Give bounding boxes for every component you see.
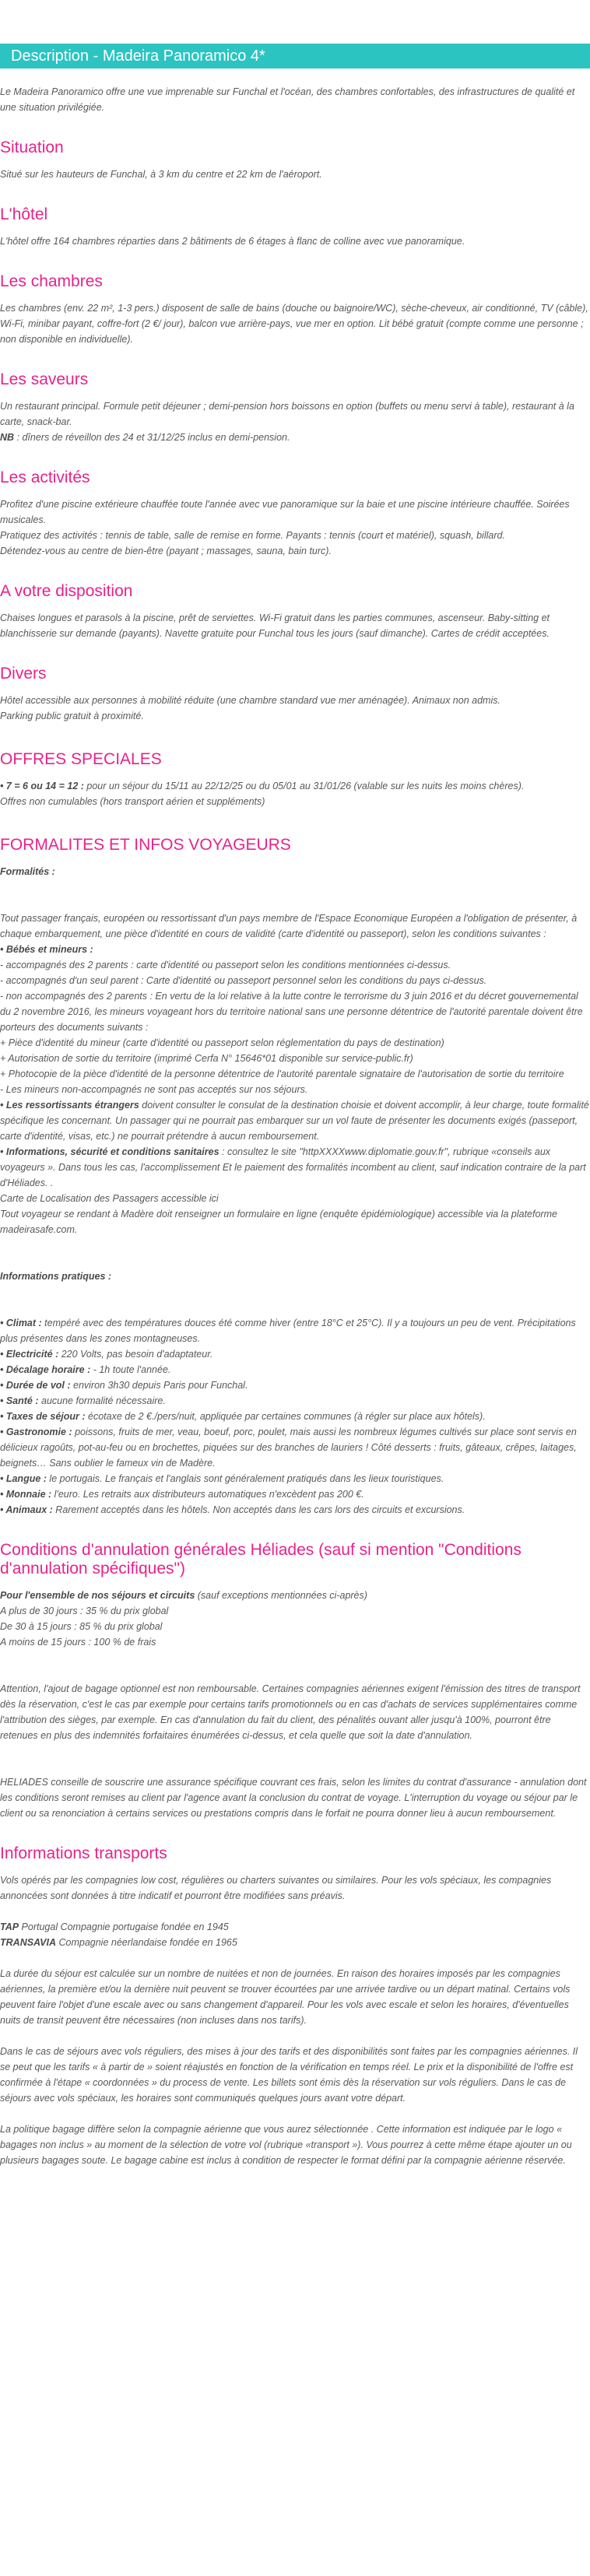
enquete-text: Tout voyageur se rendant à Madère doit renseigner un formulaire en ligne (enquête épidémiologique) accessible via la plateforme madeirasafe.com. <box>0 1209 557 1235</box>
transports-paragraph: La politique bagage diffère selon la compagnie aérienne que vous aurez sélectionnée . Cette information est indiquée par le logo « bagages non inclus » au moment de la sélection de votre vol (rubrique «transport »). Vous pourrez à cette même étape ajouter un ou plusieurs bagages soute. Le bagage cabine est inclus à condition de respecter le format défini par la compagnie aérienne réservée. <box>0 2124 572 2166</box>
etrangers-body: doivent consulter le consulat de la destination choisie et doivent accomplir, à leur charge, toute formalité spécifique les concernant. Un passager qui ne pourrait pas embarquer sur un vol faute de présenter les documents exigés (passeport, carte d'identité, visas, etc.) ne pourrait prétendre à aucun remboursement. <box>0 1100 589 1142</box>
pratique-text: tempéré avec des températures douces été comme hiver (entre 18°C et 25°C). Il y a toujours un peu de vent. Précipitations plus présentes dans les zones montagneuses. <box>0 1318 576 1344</box>
activites-line: Profitez d'une piscine extérieure chauffée toute l'année avec vue panoramique sur la baie et une piscine intérieure chauffée. Soirées musicales. <box>0 499 570 525</box>
annulation-paragraph: Attention, l'ajout de bagage optionnel est non remboursable. Certaines compagnies aériennes exigent l'émission des titres de transport dès la réservation, c'est le cas par exemple pour certains tarifs promotionnels ou en cas d'achats de services supplémentaires comme l'attribution des sièges, par exemple. En cas d'annulation du fait du client, des pénalités ouvant aller jusqu'à 100%, pourront être retenues en plus des indemnités forfaitaires énumérées ci-dessus, et cela quelle que soit la date d'annulation. <box>0 1683 581 1741</box>
etrangers-text <box>0 1097 590 1144</box>
pratiques-subheading: Informations pratiques : <box>0 1271 112 1282</box>
annulation-lead-text: (sauf exceptions mentionnées ci-après) <box>195 1590 367 1601</box>
divers-line: Hôtel accessible aux personnes à mobilité réduite (une chambre standard vue mer aménagée). Animaux non admis. <box>0 695 500 706</box>
pratique-text: l'euro. Les retraits aux distributeurs automatiques n'excèdent pas 200 €. <box>51 1489 364 1500</box>
pratique-label: • Décalage horaire : <box>0 1364 91 1375</box>
pratique-label: • Durée de vol : <box>0 1380 71 1391</box>
section-heading-formalites: FORMALITES ET INFOS VOYAGEURS <box>0 836 291 854</box>
section-heading-saveurs: Les saveurs <box>0 370 89 388</box>
section-heading-divers: Divers <box>0 665 47 683</box>
annulation-lead-label: Pour l'ensemble de nos séjours et circuits <box>0 1590 195 1601</box>
company-text: Portugal Compagnie portugaise fondée en 1945 <box>19 1921 229 1932</box>
pratique-text: environ 3h30 depuis Paris pour Funchal. <box>70 1380 248 1391</box>
saveurs-line: Un restaurant principal. Formule petit déjeuner ; demi-pension hors boissons en option (buffets ou menu servi à table), restaurant à la carte, snack-bar. <box>0 401 574 427</box>
offres-bullet-label: • 7 = 6 ou 14 = 12 : <box>0 781 84 791</box>
hotel-text: L'hôtel offre 164 chambres réparties dans 2 bâtiments de 6 étages à flanc de colline avec vue panoramique. <box>0 236 465 247</box>
formalites-block <box>0 864 590 1518</box>
etrangers-label: • Les ressortissants étrangers <box>0 1100 139 1111</box>
section-heading-situation: Situation <box>0 139 64 156</box>
section-heading-chambres: Les chambres <box>0 272 103 290</box>
info-text <box>0 1144 590 1191</box>
annulation-tier: A plus de 30 jours : 35 % du prix global <box>0 1606 169 1616</box>
pratique-label: • Climat : <box>0 1318 42 1328</box>
bebes-label: • Bébés et mineurs : <box>0 944 93 955</box>
pratique-text: écotaxe de 2 €./pers/nuit, appliquée par certaines communes (à régler sur place aux hôtels). <box>85 1411 486 1422</box>
pratique-item <box>0 1424 590 1471</box>
activites-line: Pratiquez des activités : tennis de table, salle de remise en forme. Payants : tennis (court et matériel), squash, billard. <box>0 530 505 541</box>
pratique-item <box>0 1315 590 1346</box>
disposition-text: Chaises longues et parasols à la piscine, prêt de serviettes. Wi-Fi gratuit dans les parties communes, ascenseur. Baby-sitting et blanchisserie sur demande (payants). Navette gratuite pour Funchal tous les jours (sauf dimanche). Cartes de crédit acceptées. <box>0 612 550 639</box>
carte-localisation-link[interactable]: Carte de Localisation des Passagers accessible ici <box>0 1193 219 1204</box>
bebes-line: + Autorisation de sortie du territoire (imprimé Cerfa N° 15646*01 disponible sur service-public.fr) <box>0 1053 413 1064</box>
pratique-item <box>0 1377 590 1393</box>
company-label: TRANSAVIA <box>0 1937 56 1948</box>
pratique-label: • Santé : <box>0 1395 39 1406</box>
saveurs-text <box>0 398 590 445</box>
formalites-intro: Tout passager français, européen ou ressortissant d'un pays membre de l'Espace Economique Européen a l'obligation de présenter, à chaque embarquement, une pièce d'identité en cours de validité (carte d'identité ou passeport), selon les conditions suivantes : <box>0 913 578 939</box>
bebes-line: - accompagnés d'un seul parent : Carte d'identité ou passeport personnel selon les conditions du pays ci-dessus. <box>0 975 487 986</box>
annulation-block <box>0 1588 590 1821</box>
pratique-item <box>0 1502 590 1518</box>
transports-paragraph: Dans le cas de séjours avec vols réguliers, des mises à jour des tarifs et des disponibilités sont faites par les compagnies aériennes. Il se peut que les tarifs « à partir de » soient réajustés en fonction de la vérification en temps réel. Le prix et la disponibilité de l'offre est confirmée à l'étape « coordonnées » du process de vente. Les billets sont émis dès la réservation sur vols réguliers. Dans le cas de séjours avec vols spéciaux, les horaires sont communiqués quelques jours avant votre départ. <box>0 2046 578 2104</box>
pratique-text: - 1h toute l'année. <box>90 1364 171 1375</box>
offres-text <box>0 778 590 809</box>
company-item <box>0 1919 590 1935</box>
pratique-item <box>0 1486 590 1502</box>
transports-block <box>0 1872 590 2168</box>
pratique-item <box>0 1346 590 1362</box>
annulation-tier: De 30 à 15 jours : 85 % du prix global <box>0 1621 163 1632</box>
situation-text: Situé sur les hauteurs de Funchal, à 3 km du centre et 22 km de l'aéroport. <box>0 169 322 180</box>
activites-text <box>0 497 590 559</box>
saveurs-nb-text: : dîners de réveillon des 24 et 31/12/25 inclus en demi-pension. <box>14 432 290 443</box>
bebes-line: - Les mineurs non-accompagnés ne sont pas acceptés sur nos séjours. <box>0 1084 308 1095</box>
company-item <box>0 1935 590 1950</box>
section-heading-offres: OFFRES SPECIALES <box>0 750 162 768</box>
company-label: TAP <box>0 1921 19 1932</box>
pratique-label: • Taxes de séjour : <box>0 1411 86 1422</box>
pratique-text: poissons, fruits de mer, veau, boeuf, porc, poulet, mais aussi les nombreux légumes cultivés sur place sont servis en délicieux ragoûts, pot-au-feu ou en brochettes, piquées sur des branches de lauriers ! Côté desserts : fruits, gâteaux, crêpes, laitages, beignets… Sans oublier le fameux vin de Madère. <box>0 1427 577 1469</box>
transports-paragraph: La durée du séjour est calculée sur un nombre de nuitées et non de journées. En raison des horaires imposés par les compagnies aériennes, la première et/ou la dernière nuit peuvent se trouver écourtées par une arrivée tardive ou un départ matinal. Certains vols peuvent faire l'objet d'une escale avec ou sans changement d'appareil. Pour les vols avec escale et selon les horaires, d'éventuelles nuits de transit peuvent être nécessaires (non incluses dans nos tarifs). <box>0 1968 571 2026</box>
saveurs-nb <box>0 430 590 445</box>
bebes-line: - non accompagnés des 2 parents : En vertu de la loi relative à la lutte contre le terrorisme du 3 juin 2016 et du décret gouvernemental du 2 novembre 2016, les mineurs voyageant hors du territoire national sans une personne détentrice de l'autorité parentale doivent être porteurs des documents suivants : <box>0 991 583 1033</box>
formalites-subheading: Formalités : <box>0 866 55 877</box>
annulation-paragraph: HELIADES conseille de souscrire une assurance spécifique couvrant ces frais, selon les limites du contrat d'assurance - annulation dont les conditions seront remises au client par l'agence avant la conclusion du contrat de voyage. L'interruption du voyage ou séjour par le client ou sa renonciation à certains services ou prestations compris dans le forfait ne pourra donner lieu à aucun remboursement. <box>0 1777 587 1819</box>
pratique-item <box>0 1409 590 1424</box>
bebes-line: + Pièce d'identité du mineur (carte d'identité ou passeport selon réglementation du pays de destination) <box>0 1037 444 1048</box>
pratique-label: • Gastronomie : <box>0 1427 72 1437</box>
pratique-text: 220 Volts, pas besoin d'adaptateur. <box>58 1349 213 1360</box>
section-heading-hotel: L'hôtel <box>0 205 48 223</box>
pratique-label: • Langue : <box>0 1473 47 1484</box>
annulation-lead <box>0 1588 590 1603</box>
annulation-tier: A moins de 15 jours : 100 % de frais <box>0 1637 156 1648</box>
bebes-line: - accompagnés des 2 parents : carte d'identité ou passeport selon les conditions mentionnées ci-dessus. <box>0 960 451 970</box>
activites-line: Détendez-vous au centre de bien-être (payant ; massages, sauna, bain turc). <box>0 546 332 556</box>
divers-line: Parking public gratuit à proximité. <box>0 711 144 721</box>
section-heading-disposition: A votre disposition <box>0 582 133 600</box>
offres-bullet-text: pour un séjour du 15/11 au 22/12/25 ou du 05/01 au 31/01/26 (valable sur les nuits les moins chères). <box>83 781 525 791</box>
pratique-label: • Animaux : <box>0 1504 53 1515</box>
section-heading-activites: Les activités <box>0 469 90 486</box>
pratique-item <box>0 1471 590 1486</box>
intro-text: Le Madeira Panoramico offre une vue imprenable sur Funchal et l'océan, des chambres confortables, des infrastructures de qualité et une situation privilégiée. <box>0 86 575 113</box>
page-title: Description - Madeira Panoramico 4* <box>0 44 590 68</box>
pratique-text: aucune formalité nécessaire. <box>38 1395 166 1406</box>
saveurs-nb-label: NB <box>0 432 15 443</box>
bebes-line: + Photocopie de la pièce d'identité de la personne détentrice de l'autorité parentale signataire de l'autorisation de sortie du territoire <box>0 1069 564 1079</box>
info-label: • Informations, sécurité et conditions sanitaires <box>0 1146 219 1157</box>
pratique-text: le portugais. Le français et l'anglais sont généralement pratiqués dans les lieux touristiques. <box>46 1473 444 1484</box>
transports-paragraph: Vols opérés par les compagnies low cost, régulières ou charters suivantes ou similaires. Pour les vols spéciaux, les compagnies annoncées sont données à titre indicatif et pourront être modifiées sans préavis. <box>0 1875 552 1901</box>
pratique-item <box>0 1362 590 1377</box>
company-text: Compagnie néerlandaise fondée en 1965 <box>56 1937 237 1948</box>
offres-line: Offres non cumulables (hors transport aérien et suppléments) <box>0 796 265 807</box>
pratique-text: Rarement acceptés dans les hôtels. Non acceptés dans les cars lors des circuits et excursions. <box>52 1504 465 1515</box>
pratique-item <box>0 1393 590 1409</box>
offres-bullet <box>0 778 590 794</box>
chambres-text: Les chambres (env. 22 m², 1-3 pers.) disposent de salle de bains (douche ou baignoire/WC), sèche-cheveux, air conditionné, TV (câble), Wi-Fi, minibar payant, coffre-fort (2 €/ jour), balcon vue arrière-pays, vue mer en option. Lit bébé gratuit (compte comme une personne ; non disponible en individuelle). <box>0 303 588 345</box>
divers-text <box>0 693 590 724</box>
section-heading-annulation: Conditions d'annulation générales Héliades (sauf si mention "Conditions d'annulation spécifiques") <box>0 1541 522 1578</box>
section-heading-transports: Informations transports <box>0 1844 167 1862</box>
pratique-label: • Monnaie : <box>0 1489 52 1500</box>
pratique-label: • Electricité : <box>0 1349 59 1360</box>
info-body: : consultez le site "httpXXXXwww.diplomatie.gouv.fr", rubrique «conseils aux voyageurs ». Dans tous les cas, l'accomplissement Et le paiement des formalités incombent au client, sauf indication contraire de la part d'Héliades. . <box>0 1146 586 1188</box>
